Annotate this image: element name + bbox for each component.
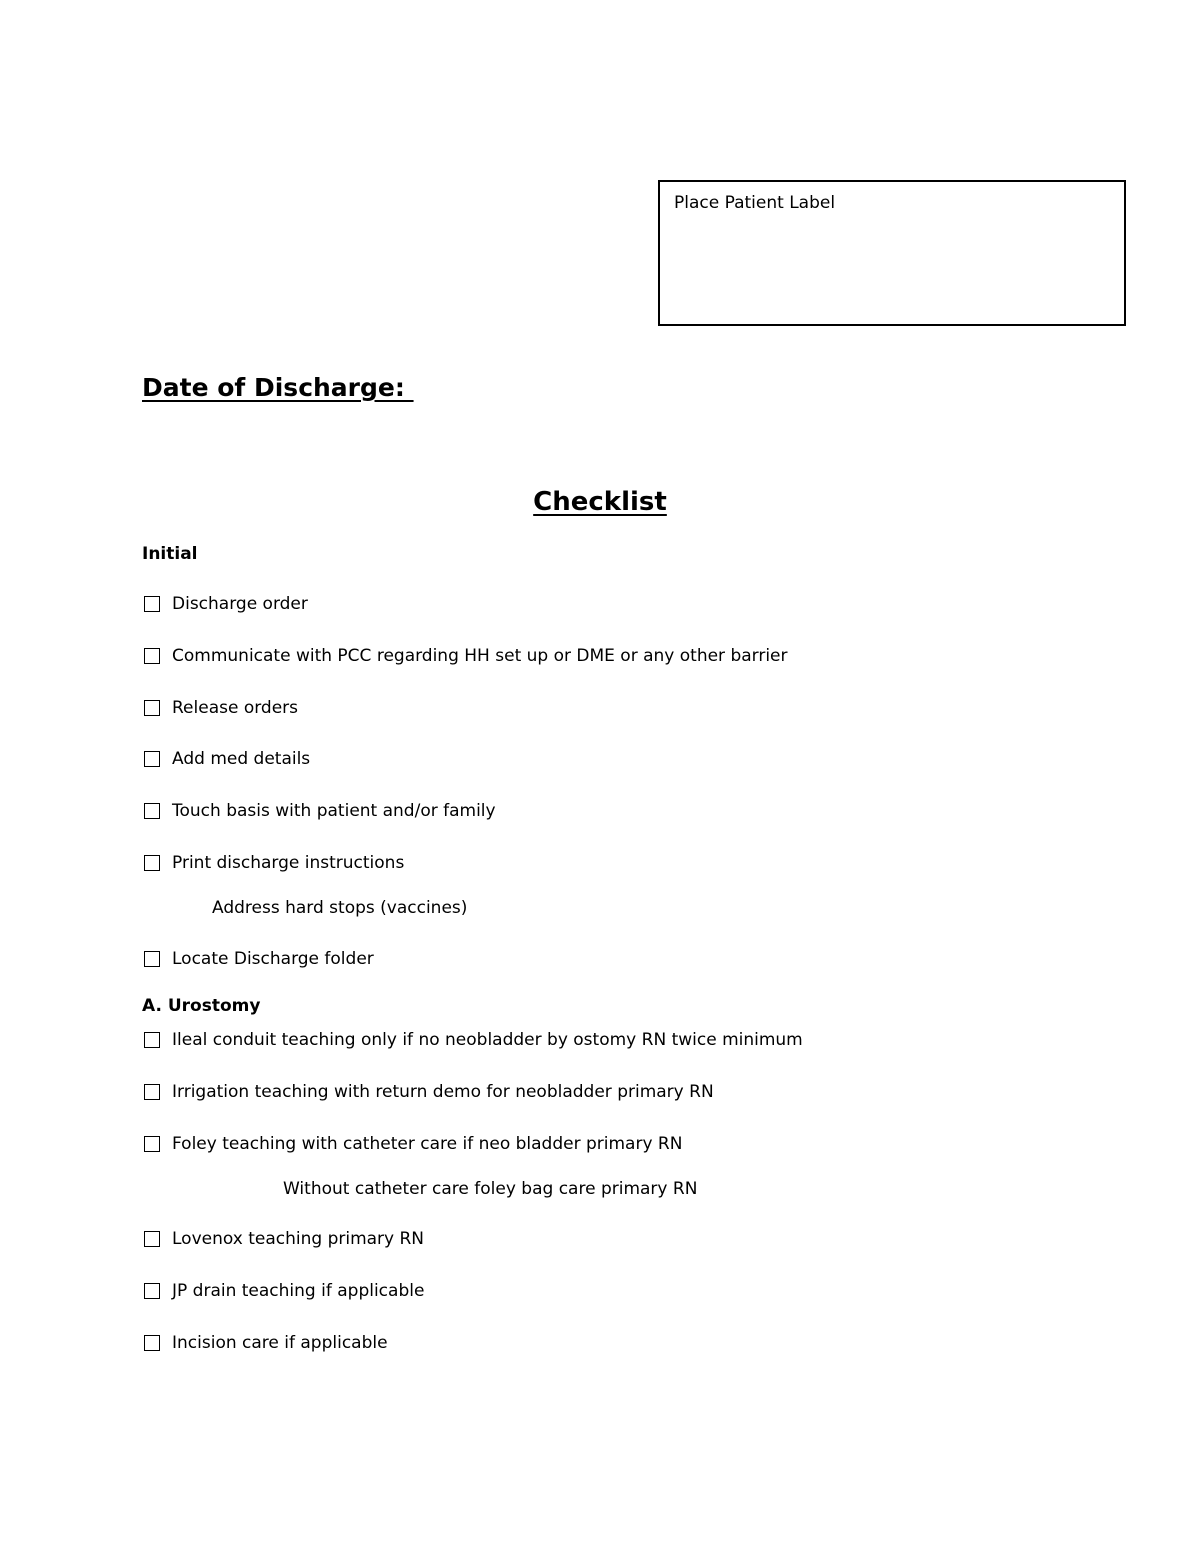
checklist-item-label: Locate Discharge folder [172,949,374,969]
checkbox[interactable] [144,1032,160,1048]
checklist-title: Checklist [533,487,667,517]
checklist-item-foley [144,1132,682,1156]
checklist-item-label: Foley teaching with catheter care if neo bladder primary RN [172,1134,683,1154]
checkbox[interactable] [144,1136,160,1152]
patient-label-box [658,180,1126,326]
checklist-item-label: Discharge order [172,594,308,614]
checklist-item-irrigation [144,1080,714,1104]
checklist-item-label: Print discharge instructions [172,853,405,873]
checklist-title-row [0,487,1200,517]
checklist-item-label: JP drain teaching if applicable [172,1281,425,1301]
checklist-item-locate-folder [144,947,374,971]
checklist-item-note: Address hard stops (vaccines) [212,898,468,918]
checklist-item-note: Without catheter care foley bag care primary RN [283,1179,698,1199]
checkbox[interactable] [144,596,160,612]
checklist-item-communicate-pcc [144,644,788,668]
checklist-item-print-instructions [144,851,404,875]
checklist-item-jp-drain [144,1279,424,1303]
checklist-item-ileal-conduit [144,1028,803,1052]
date-of-discharge-label: Date of Discharge: [142,373,414,402]
checklist-item-touch-basis [144,799,496,823]
checkbox[interactable] [144,1084,160,1100]
patient-label-text: Place Patient Label [674,193,836,213]
checkbox[interactable] [144,1231,160,1247]
checklist-item-lovenox [144,1227,424,1251]
section-title-initial: Initial [142,544,198,564]
checkbox[interactable] [144,1283,160,1299]
checklist-item-label: Communicate with PCC regarding HH set up or DME or any other barrier [172,646,788,666]
checklist-item-label: Touch basis with patient and/or family [172,801,496,821]
checklist-item-label: Irrigation teaching with return demo for neobladder primary RN [172,1082,714,1102]
checkbox[interactable] [144,855,160,871]
checkbox[interactable] [144,751,160,767]
checklist-item-label: Release orders [172,698,299,718]
checkbox[interactable] [144,700,160,716]
checklist-item-label: Add med details [172,749,311,769]
checkbox[interactable] [144,803,160,819]
checklist-item-label: Incision care if applicable [172,1333,388,1353]
checkbox[interactable] [144,648,160,664]
checklist-item-discharge-order [144,592,308,616]
checklist-item-label: Ileal conduit teaching only if no neobladder by ostomy RN twice minimum [172,1030,803,1050]
checklist-item-label: Lovenox teaching primary RN [172,1229,425,1249]
checkbox[interactable] [144,1335,160,1351]
checklist-item-add-med-details [144,747,310,771]
section-title-urostomy: A. Urostomy [142,996,261,1016]
checkbox[interactable] [144,951,160,967]
checklist-item-release-orders [144,696,298,720]
checklist-item-incision-care [144,1331,388,1355]
